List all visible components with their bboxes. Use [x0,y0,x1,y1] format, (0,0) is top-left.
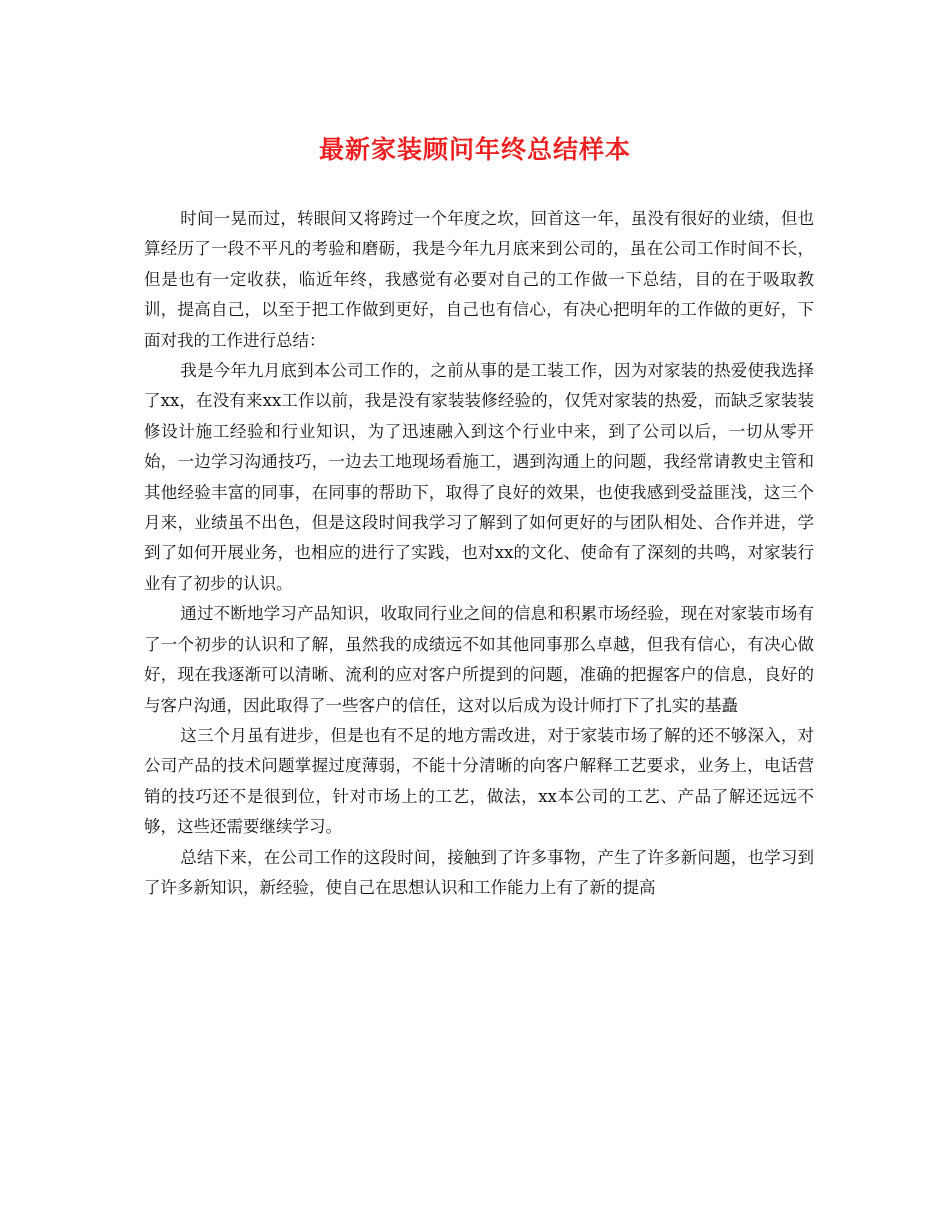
document-body [144,204,814,903]
paragraph-5: 总结下来，在公司工作的这段时间，接触到了许多事物，产生了许多新问题，也学习到了许多新知识，新经验，使自己在思想认识和工作能力上有了新的提高 [144,847,814,897]
paragraph-4: 这三个月虽有进步，但是也有不足的地方需改进，对于家装市场了解的还不够深入，对公司产品的技术问题掌握过度薄弱，不能十分清晰的向客户解释工艺要求，业务上，电话营销的技巧还不是很到位，针对市场上的工艺，做法，xx本公司的工艺、产品了解还远远不够，这些还需要继续学习。 [144,725,814,837]
document-title: 最新家装顾问年终总结样本 [318,135,631,164]
paragraph-3: 通过不断地学习产品知识，收取同行业之间的信息和积累市场经验，现在对家装市场有了一个初步的认识和了解，虽然我的成绩远不如其他同事那么卓越，但我有信心，有决心做好，现在我逐渐可以清晰、流利的应对客户所提到的问题，准确的把握客户的信息，良好的与客户沟通，因此取得了一些客户的信任，这对以后成为设计师打下了扎实的基矗 [144,604,814,715]
paragraph-1: 时间一晃而过，转眼间又将跨过一个年度之坎，回首这一年，虽没有很好的业绩，但也算经历了一段不平凡的考验和磨砺，我是今年九月底来到公司的，虽在公司工作时间不长，但是也有一定收获，临近年终，我感觉有必要对自己的工作做一下总结，目的在于吸取教训，提高自己，以至于把工作做到更好，自己也有信心，有决心把明年的工作做的更好，下面对我的工作进行总结： [144,209,814,350]
paragraph-2: 我是今年九月底到本公司工作的，之前从事的是工装工作，因为对家装的热爱使我选择了xx，在没有来xx工作以前，我是没有家装装修经验的，仅凭对家装的热爱，而缺乏家装装修设计施工经验和行业知识，为了迅速融入到这个行业中来，到了公司以后，一切从零开始，一边学习沟通技巧，一边去工地现场看施工，遇到沟通上的问题，我经常请教史主管和其他经验丰富的同事，在同事的帮助下，取得了良好的效果，也使我感到受益匪浅，这三个月来，业绩虽不出色，但是这段时间我学习了解到了如何更好的与团队相处、合作并进，学到了如何开展业务，也相应的进行了实践，也对xx的文化、使命有了深刻的共鸣，对家装行业有了初步的认识。 [144,361,814,593]
